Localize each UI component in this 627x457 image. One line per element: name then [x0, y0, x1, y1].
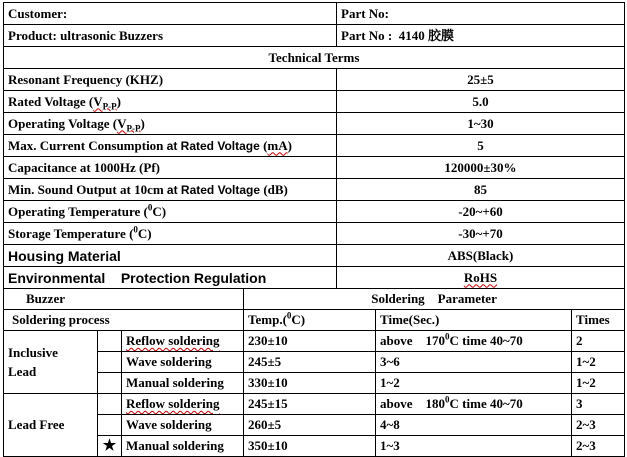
mark-cell	[98, 394, 122, 415]
header-row-product	[4, 25, 625, 47]
spec-value: -20~+60	[337, 201, 625, 223]
time-text: C time 40~70	[449, 396, 523, 411]
spec-label-text: (	[259, 137, 268, 153]
spec-value: 25±5	[337, 69, 625, 91]
soldering-row	[4, 352, 625, 373]
spec-sheet	[3, 2, 624, 455]
time-cell	[376, 394, 572, 415]
time-text: C time 40~70	[449, 333, 523, 348]
spec-label	[4, 267, 337, 289]
temp-cell: 330±10	[244, 373, 376, 394]
method-cell	[122, 394, 244, 415]
spec-label	[4, 113, 337, 135]
times-cell: 1~2	[572, 373, 625, 394]
spec-row	[4, 201, 625, 223]
spec-value: 1~30	[337, 113, 625, 135]
technical-terms-title: Technical Terms	[4, 47, 625, 69]
spec-row	[4, 267, 625, 289]
group-name-line: Lead	[8, 364, 37, 379]
spec-label-close: C)	[152, 203, 167, 219]
spec-label-text: (dB)	[260, 181, 288, 197]
soldering-row	[4, 436, 625, 457]
soldering-row	[4, 394, 625, 415]
spec-label-close: )	[287, 137, 292, 153]
part-no-2-value: 4140 胶膜	[398, 27, 455, 43]
group-name	[4, 331, 98, 394]
unit-main: V	[93, 93, 103, 109]
spec-label-unit	[93, 93, 117, 112]
temp-header	[244, 310, 376, 331]
method-cell: Wave soldering	[122, 415, 244, 436]
mark-cell	[98, 436, 122, 457]
spec-label-sans: at Rated Voltage	[166, 182, 261, 197]
spec-label	[4, 179, 337, 201]
soldering-table	[3, 288, 625, 457]
time-cell: 1~2	[376, 373, 572, 394]
spec-label-unit	[117, 115, 141, 134]
spec-value: ABS(Black)	[337, 245, 625, 267]
spec-label-text: Environmental	[8, 269, 106, 286]
technical-terms-table	[3, 2, 625, 289]
spec-label-close: )	[140, 115, 145, 131]
soldering-row	[4, 415, 625, 436]
header-row-customer	[4, 3, 625, 25]
times-cell: 2	[572, 331, 625, 352]
soldering-row	[4, 331, 625, 352]
spec-label-text: Max. Current Consumption	[8, 137, 167, 153]
time-cell	[376, 331, 572, 352]
time-cell: 1~3	[376, 436, 572, 457]
spec-label	[4, 223, 337, 245]
spec-label-text: Operating Temperature (	[8, 203, 148, 219]
spec-value: 5.0	[337, 91, 625, 113]
part-no-label: Part No:	[337, 3, 625, 25]
spec-label: Capacitance at 1000Hz (Pf)	[4, 157, 337, 179]
spec-row	[4, 179, 625, 201]
star-icon: ★	[102, 438, 117, 454]
time-cell: 4~8	[376, 415, 572, 436]
buzzer-label	[4, 289, 244, 310]
times-header: Times	[572, 310, 625, 331]
time-cell: 3~6	[376, 352, 572, 373]
spec-row	[4, 91, 625, 113]
parameter-text: Soldering Parameter	[371, 291, 497, 306]
part-no-cell	[337, 25, 625, 47]
part-no-2-label: Part No :	[341, 27, 393, 43]
spec-label-sans: at Rated Voltage	[166, 138, 260, 153]
spec-label-text: Operating Voltage (	[8, 115, 118, 131]
process-text: Soldering process	[12, 312, 110, 327]
times-cell: 2~3	[572, 436, 625, 457]
times-cell: 3	[572, 394, 625, 415]
method-text: Reflow soldering	[126, 396, 220, 411]
temp-header-text: Temp.(	[248, 312, 287, 327]
degree-sup: 0	[147, 202, 153, 213]
method-cell: Manual soldering	[122, 373, 244, 394]
spec-label	[4, 135, 337, 157]
spec-row	[4, 157, 625, 179]
unit-sub: P-P	[102, 101, 117, 112]
unit-sub: P-P	[126, 123, 141, 134]
mark-cell	[98, 352, 122, 373]
customer-label: Customer:	[4, 3, 337, 25]
method-cell: Wave soldering	[122, 352, 244, 373]
mark-cell	[98, 331, 122, 352]
times-cell: 1~2	[572, 352, 625, 373]
spec-label: Resonant Frequency (KHZ)	[4, 69, 337, 91]
method-cell: Manual soldering	[122, 436, 244, 457]
group-name-line: Inclusive	[8, 345, 58, 360]
soldering-header-row-1	[4, 289, 625, 310]
temp-header-close: C)	[291, 312, 306, 327]
soldering-process-label	[4, 310, 244, 331]
temp-cell: 245±5	[244, 352, 376, 373]
degree-sup: 0	[445, 394, 450, 405]
rohs-value: RoHS	[463, 269, 498, 285]
degree-sup: 0	[445, 331, 450, 342]
degree-sup: 0	[133, 224, 138, 235]
time-text: above 170	[380, 333, 446, 348]
product-label: Product: ultrasonic Buzzers	[4, 25, 337, 47]
spec-label	[4, 201, 337, 223]
times-cell: 2~3	[572, 415, 625, 436]
spec-row	[4, 135, 625, 157]
soldering-row	[4, 373, 625, 394]
mark-cell	[98, 415, 122, 436]
spec-row	[4, 245, 625, 267]
temp-cell: 245±15	[244, 394, 376, 415]
mark-cell	[98, 373, 122, 394]
spec-label-text: Storage Temperature (	[8, 225, 134, 241]
spec-value: 5	[337, 135, 625, 157]
temp-cell: 260±5	[244, 415, 376, 436]
spec-value	[337, 267, 625, 289]
spec-value: -30~+70	[337, 223, 625, 245]
time-text: above 180	[380, 396, 446, 411]
spec-label	[4, 91, 337, 113]
method-text: Reflow soldering	[126, 333, 220, 348]
spec-value: 85	[337, 179, 625, 201]
spec-label: Housing Material	[4, 245, 337, 267]
spec-label-close: )	[116, 93, 121, 109]
spec-row	[4, 69, 625, 91]
degree-sup: 0	[286, 310, 292, 321]
spec-label-close: C)	[137, 225, 152, 241]
spec-label-text: Rated Voltage (	[8, 93, 94, 109]
spec-value: 120000±30%	[337, 157, 625, 179]
spec-label-text: Min. Sound Output at 10cm	[8, 181, 167, 197]
group-name: Lead Free	[4, 394, 98, 457]
buzzer-text: Buzzer	[26, 291, 65, 306]
unit-main: V	[117, 115, 127, 131]
soldering-parameter-label	[244, 289, 625, 310]
spec-row	[4, 223, 625, 245]
temp-cell: 350±10	[244, 436, 376, 457]
temp-cell: 230±10	[244, 331, 376, 352]
spec-row	[4, 113, 625, 135]
spec-label-unit: mA	[267, 137, 288, 153]
method-cell	[122, 331, 244, 352]
time-header: Time(Sec.)	[376, 310, 572, 331]
spec-label-text: Protection Regulation	[120, 269, 267, 286]
soldering-header-row-2	[4, 310, 625, 331]
technical-terms-title-row	[4, 47, 625, 69]
